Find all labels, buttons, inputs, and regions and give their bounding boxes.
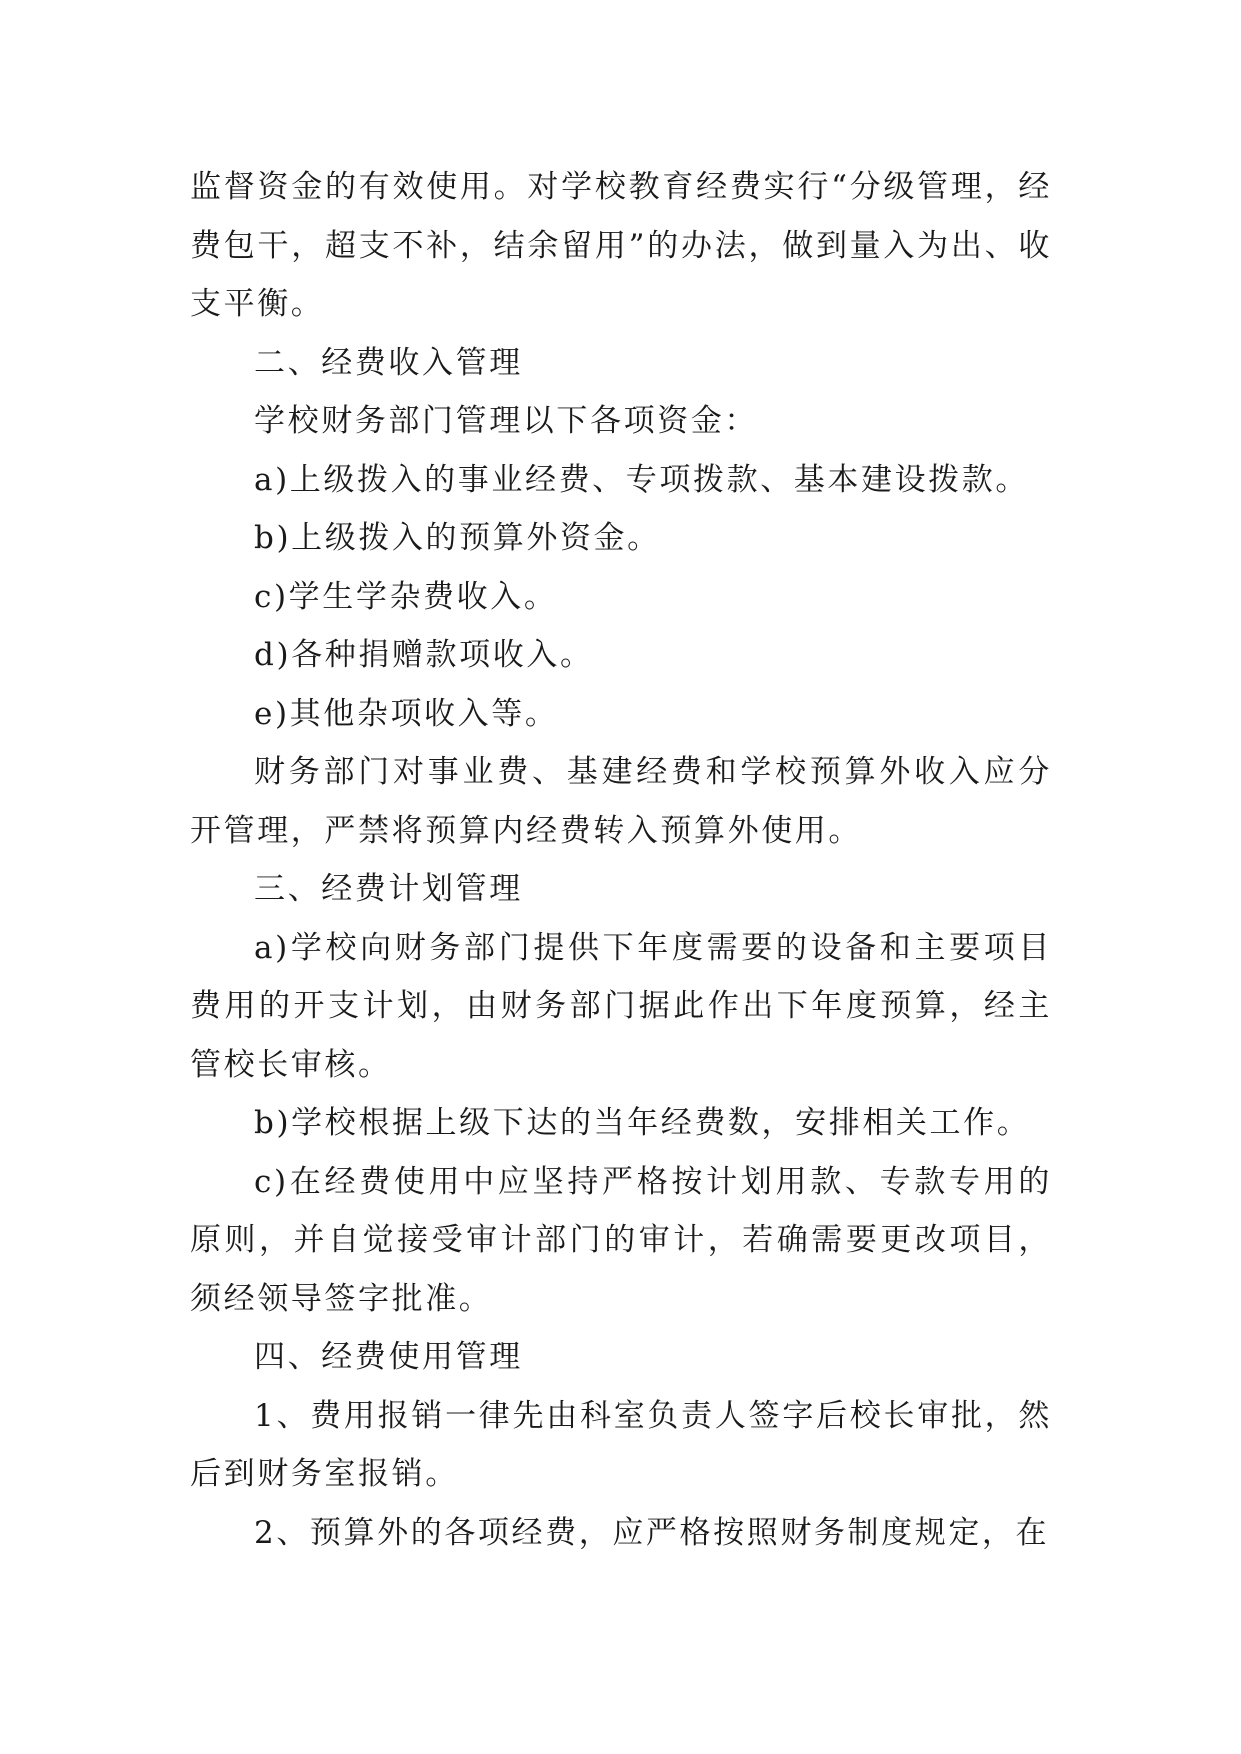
usage-item-1: 1、费用报销一律先由科室负责人签字后校长审批，然后到财务室报销。	[190, 1397, 1052, 1492]
heading-usage: 四、经费使用管理	[254, 1339, 523, 1375]
list-item-e: e)其他杂项收入等。	[254, 695, 559, 732]
usage-item-2: 2、预算外的各项经费，应严格按照财务制度规定，在	[254, 1514, 1050, 1551]
plan-item-c: c)在经费使用中应坚持严格按计划用款、专款专用的原则，并自觉接受审计部门的审计，若确需要更改项目，须经领导签字批准。	[190, 1163, 1052, 1317]
heading-plan: 三、经费计划管理	[254, 871, 523, 907]
list-item-b: b)上级拨入的预算外资金。	[254, 520, 661, 556]
list-item-a: a)上级拨入的事业经费、专项拨款、基本建设拨款。	[254, 461, 1029, 498]
plan-item-b: b)学校根据上级下达的当年经费数，安排相关工作。	[254, 1105, 1031, 1141]
plan-item-a: a)学校向财务部门提供下年度需要的设备和主要项目费用的开支计划，由财务部门据此作出下年度预算，经主管校长审核。	[190, 929, 1052, 1083]
paragraph-intro: 监督资金的有效使用。对学校教育经费实行“分级管理，经费包干，超支不补，结余留用”的办法，做到量入为出、收支平衡。	[190, 169, 1052, 322]
heading-income: 二、经费收入管理	[254, 344, 523, 381]
document-body	[190, 158, 1052, 1562]
list-item-c: c)学生学杂费收入。	[254, 578, 558, 615]
list-item-d: d)各种捐赠款项收入。	[254, 637, 594, 673]
paragraph-funds-intro: 学校财务部门管理以下各项资金：	[254, 403, 758, 439]
paragraph-separation: 财务部门对事业费、基建经费和学校预算外收入应分开管理，严禁将预算内经费转入预算外使用。	[190, 754, 1052, 849]
